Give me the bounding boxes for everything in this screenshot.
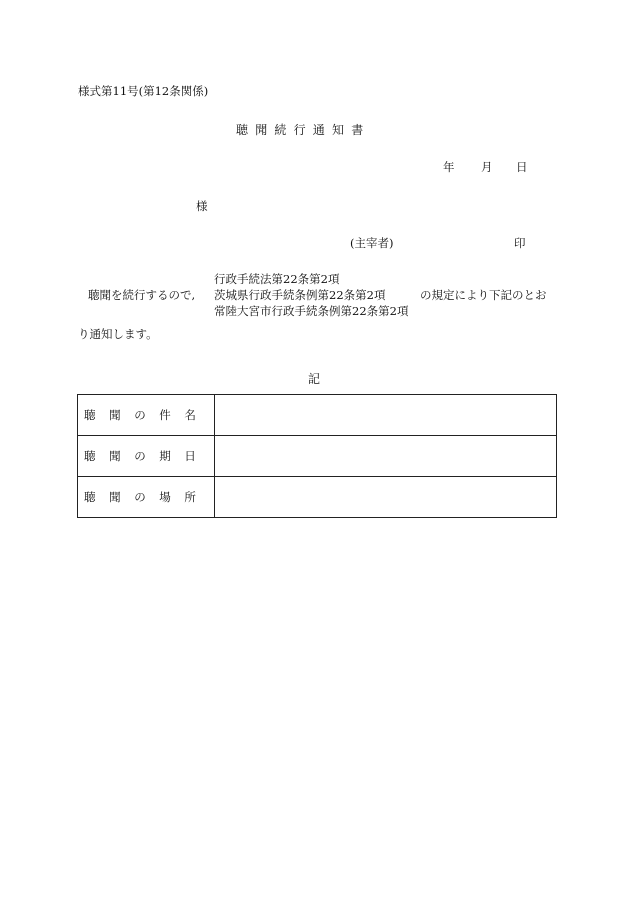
ki-heading: 記 — [308, 372, 321, 386]
document-title: 聴聞続行通知書 — [236, 123, 371, 137]
row-value-date[interactable] — [215, 436, 557, 477]
date-day-label: 日 — [516, 160, 528, 174]
body-lead-text: 聴聞を続行するので, — [88, 288, 196, 302]
body-tail-text: の規定により下記のとお — [420, 288, 547, 302]
row-label-date: 聴聞の期日 — [78, 436, 215, 477]
date-month-label: 月 — [481, 160, 493, 174]
details-table — [77, 394, 557, 518]
organizer-role: (主宰者) — [350, 236, 394, 250]
row-label-place: 聴聞の場所 — [78, 477, 215, 518]
row-value-place[interactable] — [215, 477, 557, 518]
body-continuation-text: り通知します。 — [78, 327, 158, 341]
table-row — [78, 477, 557, 518]
law-reference-3: 常陸大宮市行政手続条例第22条第2項 — [214, 304, 409, 318]
table-row — [78, 395, 557, 436]
row-value-case-name[interactable] — [215, 395, 557, 436]
law-reference-1: 行政手続法第22条第2項 — [214, 272, 340, 286]
table-row — [78, 436, 557, 477]
date-year-label: 年 — [443, 160, 455, 174]
law-reference-2: 茨城県行政手続条例第22条第2項 — [214, 288, 386, 302]
addressee-honorific: 様 — [196, 199, 208, 213]
form-number-label: 様式第11号(第12条関係) — [78, 84, 209, 98]
seal-mark: 印 — [514, 236, 526, 250]
row-label-case-name: 聴聞の件名 — [78, 395, 215, 436]
